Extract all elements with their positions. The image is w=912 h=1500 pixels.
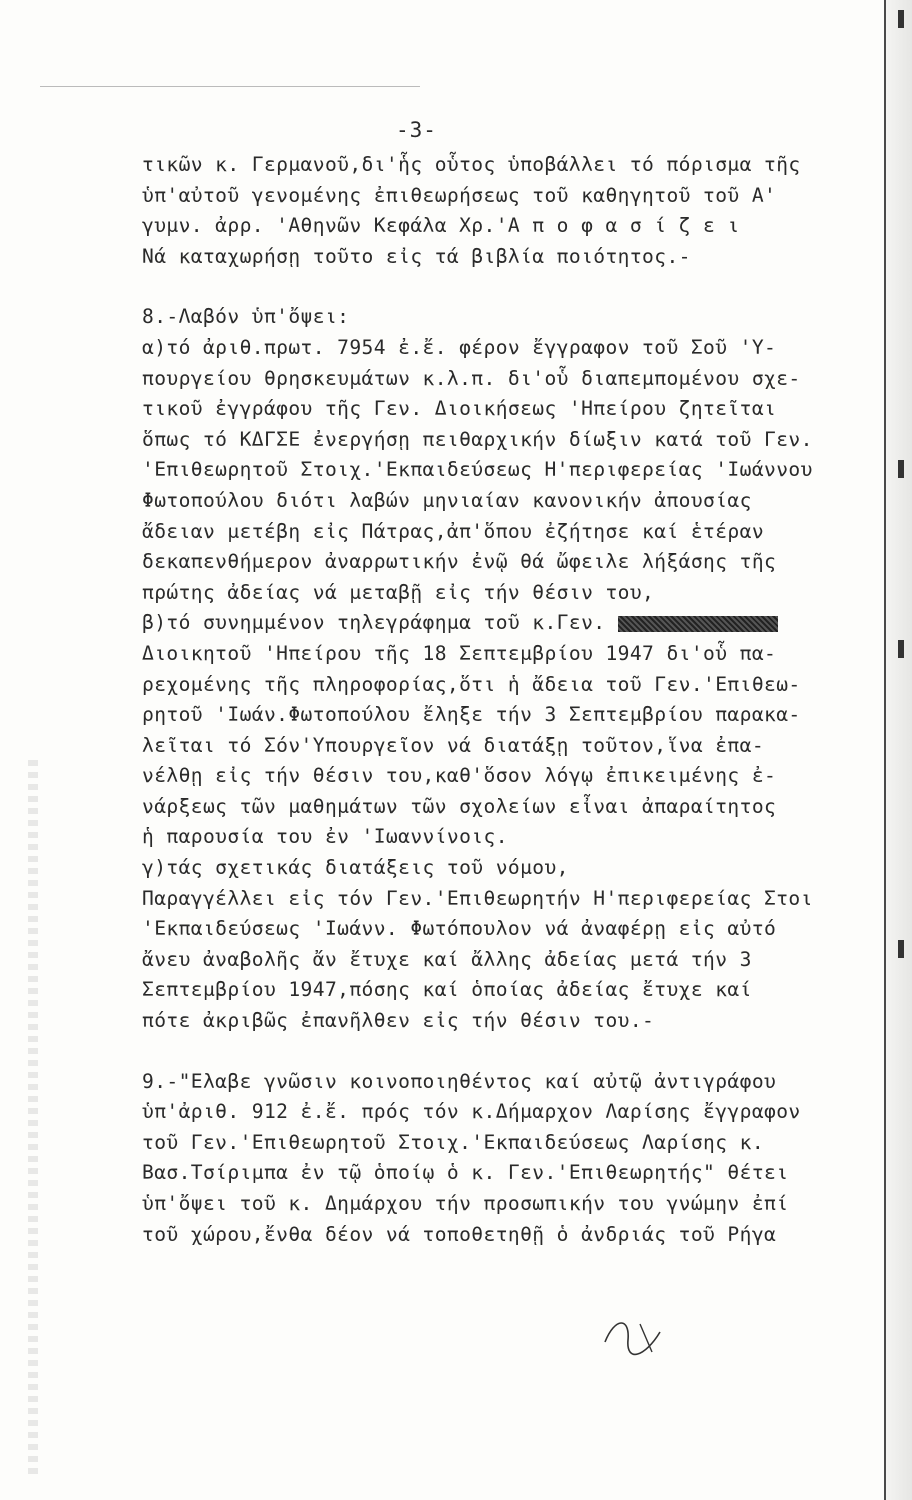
text-line: Φωτοπούλου διότι λαβών μηνιαίαν κανονικήν ἀπουσίας — [142, 488, 752, 512]
text-line: ρεχομένης τῆς πληροφορίας,ὅτι ἡ ἄδεια τοῦ Γεν.'Επιθεω- — [142, 672, 801, 696]
text-line: ὅπως τό ΚΔΓΣΕ ἐνεργήσῃ πειθαρχικήν δίωξιν κατά τοῦ Γεν. — [142, 427, 813, 451]
paragraph-gap — [142, 272, 876, 302]
text-line: ὑπ'αὐτοῦ γενομένης ἐπιθεωρήσεως τοῦ καθηγητοῦ τοῦ Α' — [142, 183, 777, 207]
text-line: β)τό συνημμένον τηλεγράφημα τοῦ κ.Γεν. — [142, 611, 606, 635]
section-9 — [142, 1067, 876, 1251]
text-line: δεκαπενθήμερον ἀναρρωτικήν ἐνῷ θά ὤφειλε λήξάσης τῆς — [142, 550, 777, 574]
text-line: πρώτης ἀδείας νά μεταβῇ εἰς τήν θέσιν του, — [142, 580, 655, 604]
text-line: γυμν. ἀρρ. 'Αθηνῶν Κεφάλα Χρ.'Α π ο φ α σ ί ζ ε ι — [142, 214, 740, 238]
text-line: 9.-"Ελαβε γνῶσιν κοινοποιηθέντος καί αὐτῷ ἀντιγράφου — [142, 1069, 777, 1093]
paragraph-gap — [142, 1037, 876, 1067]
edge-mark — [898, 10, 904, 28]
text-line-with-strikeout — [142, 608, 876, 639]
text-line: ρητοῦ 'Ιωάν.Φωτοπούλου ἔληξε τήν 3 Σεπτεμβρίου παρακα- — [142, 703, 801, 727]
edge-mark — [898, 940, 904, 958]
text-line: τοῦ χώρου,ἔνθα δέον νά τοποθετηθῇ ὁ ἀνδριάς τοῦ Ρήγα — [142, 1222, 777, 1246]
page-number: -3- — [396, 118, 437, 142]
text-line: πότε ἀκριβῶς ἐπανῆλθεν εἰς τήν θέσιν του.- — [142, 1009, 655, 1033]
text-line: 'Επιθεωρητοῦ Στοιχ.'Εκπαιδεύσεως Η'περιφερείας 'Ιωάννου — [142, 458, 813, 482]
edge-mark — [898, 640, 904, 658]
text-line: λεῖται τό Σόν'Υπουργεῖον νά διατάξῃ τοῦτον,ἵνα ἐπα- — [142, 733, 765, 757]
text-line: τικοῦ ἐγγράφου τῆς Γεν. Διοικήσεως 'Ηπείρου ζητεῖται — [142, 397, 777, 421]
paragraph-intro — [142, 150, 876, 272]
text-line: νέλθῃ εἰς τήν θέσιν του,καθ'ὅσον λόγῳ ἐπικειμένης ἐ- — [142, 764, 777, 788]
text-line: Σεπτεμβρίου 1947,πόσης καί ὁποίας ἀδείας ἔτυχε καί — [142, 978, 752, 1002]
edge-mark — [898, 460, 904, 478]
text-line: τοῦ Γεν.'Επιθεωρητοῦ Στοιχ.'Εκπαιδεύσεως Λαρίσης κ. — [142, 1130, 765, 1154]
text-line: Νά καταχωρήσῃ τοῦτο εἰς τά βιβλία ποιότητος.- — [142, 244, 691, 268]
document-body — [142, 150, 876, 1250]
section-8 — [142, 302, 876, 1036]
struck-out-word — [618, 616, 778, 632]
page-edge-shadow — [884, 0, 912, 1500]
handwritten-correction — [600, 1312, 670, 1362]
text-line: γ)τάς σχετικάς διατάξεις τοῦ νόμου, — [142, 856, 569, 880]
text-line: ὑπ'ἀριθ. 912 ἐ.ἔ. πρός τόν κ.Δήμαρχον Λαρίσης ἔγγραφον — [142, 1100, 801, 1124]
text-line: ὑπ'ὄψει τοῦ κ. Δημάρχου τήν προσωπικήν του γνώμην ἐπί — [142, 1192, 789, 1215]
text-line: Παραγγέλλει εἰς τόν Γεν.'Επιθεωρητήν Η'περιφερείας Στοι — [142, 886, 813, 910]
text-line: Βασ.Τσίριμπα ἐν τῷ ὁποίῳ ὁ κ. Γεν.'Επιθεωρητής" θέτει — [142, 1161, 789, 1185]
text-line: ἄνευ ἀναβολῆς ἄν ἔτυχε καί ἄλλης ἀδείας μετά τήν 3 — [142, 947, 752, 971]
text-line: Διοικητοῦ 'Ηπείρου τῆς 18 Σεπτεμβρίου 1947 δι'οὗ πα- — [142, 641, 777, 665]
text-line: πουργείου θρησκευμάτων κ.λ.π. δι'οὗ διαπεμπομένου σχε- — [142, 366, 801, 390]
text-line: 8.-Λαβόν ὑπ'ὄψει: — [142, 305, 350, 329]
bleed-through-margin — [28, 760, 38, 1480]
text-line: 'Εκπαιδεύσεως 'Ιωάνν. Φωτόπουλον νά ἀναφέρῃ εἰς αὐτό — [142, 917, 777, 941]
text-line: τικῶν κ. Γερμανοῦ,δι'ἧς οὗτος ὑποβάλλει τό πόρισμα τῆς — [142, 153, 801, 176]
text-line: ἡ παρουσία του ἐν 'Ιωαννίνοις. — [142, 825, 508, 849]
text-line: α)τό ἀριθ.πρωτ. 7954 ἐ.ἔ. φέρον ἔγγραφον τοῦ Σοῦ 'Υ- — [142, 335, 777, 359]
top-rule — [40, 86, 420, 87]
text-line: ἄδειαν μετέβη εἰς Πάτρας,ἀπ'ὅπου ἐζήτησε καί ἑτέραν — [142, 519, 765, 543]
text-line: νάρξεως τῶν μαθημάτων τῶν σχολείων εἶναι ἀπαραίτητος — [142, 794, 777, 818]
